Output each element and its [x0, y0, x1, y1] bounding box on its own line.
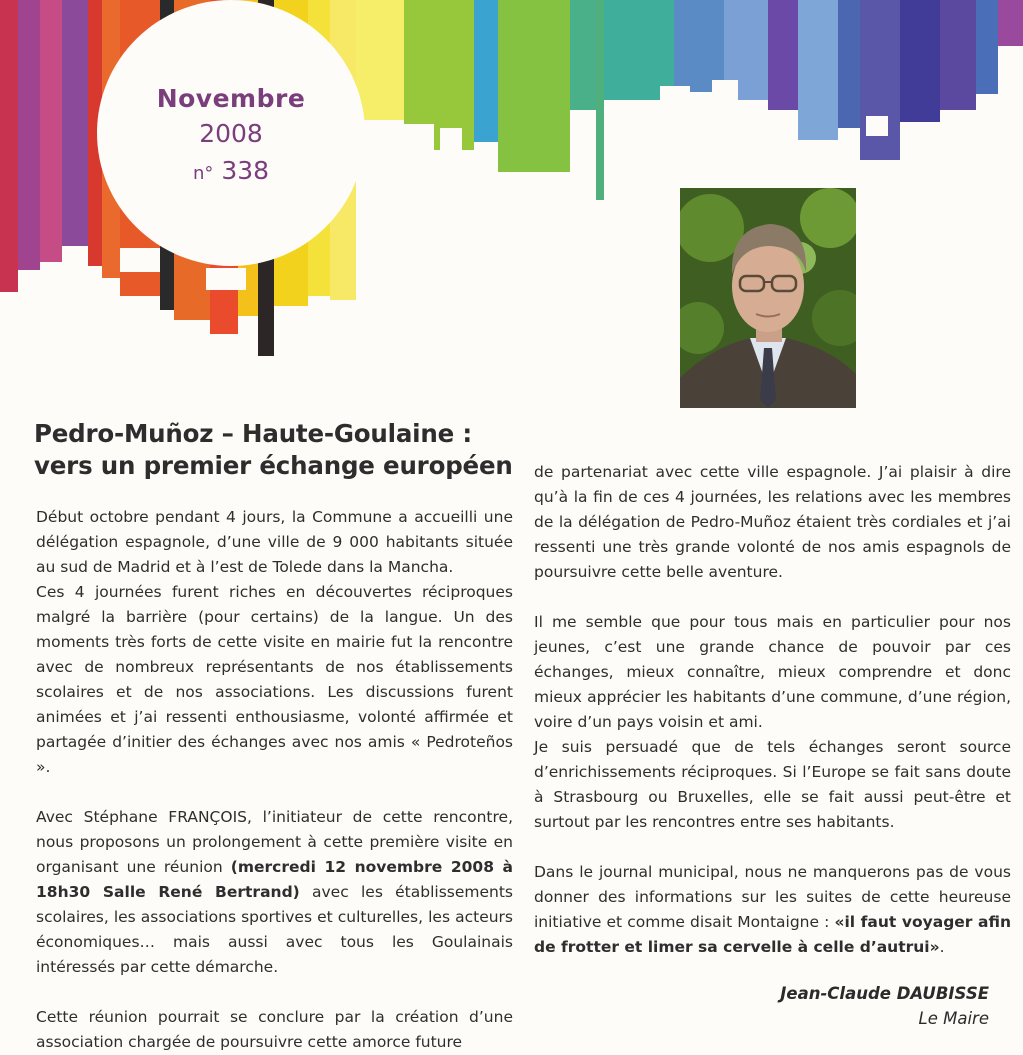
headline-line-1: Pedro-Muñoz – Haute-Goulaine : [34, 419, 472, 448]
issue-badge [97, 0, 365, 266]
paragraph-5: de partenariat avec cette ville espagnole. J’ai plaisir à dire qu’à la fin de ces 4 journées, les relations avec les membres de la délégation de Pedro-Muñoz étaient très cordiales et j’ai ressenti une très grande volonté de nos amis espagnols de poursuivre cette belle aventure. [534, 463, 1011, 581]
paragraph-6: Il me semble que pour tous mais en particulier pour nos jeunes, c’est une grande chance de pouvoir par ces échanges, mieux connaître, mieux comprendre et donc mieux apprécier les habitants d’une commune, d’une région, voire d’un pays voisin et ami. [534, 613, 1011, 731]
article-column-right [534, 460, 1011, 960]
issue-year: 2008 [199, 119, 263, 148]
signature-block [780, 981, 989, 1031]
paragraph-8-text-a: Dans le journal municipal, nous ne manquerons pas de vous donner des informations sur les suites de cette heureuse initiative et comme disait Montaigne : [534, 863, 1011, 931]
paragraph-3-text-c: avec les établissements scolaires, les associations sportives et culturelles, les acteurs économiques… mais aussi avec tous les Goulainais intéressés par cette démarche. [36, 883, 513, 976]
paragraph-4: Cette réunion pourrait se conclure par la création d’une association chargée de poursuivre cette amorce future [36, 1008, 513, 1051]
paragraph-8 [534, 860, 1011, 960]
paragraph-8-text-c: . [939, 938, 945, 956]
paragraph-3-text-a: Avec Stéphane FRANÇOIS, l’initiateur de cette rencontre, nous proposons un prolongement à cette première visite en organisant une réunion [36, 808, 513, 876]
paragraph-3 [36, 805, 513, 980]
mayor-portrait-photo [680, 188, 856, 408]
meeting-date-location: (mercredi 12 novembre 2008 à 18h30 Salle René Bertrand) [36, 858, 513, 901]
signature-name: Jean-Claude DAUBISSE [780, 984, 989, 1003]
issue-number-line [97, 156, 365, 185]
article-column-left [36, 505, 513, 1055]
article-headline [34, 418, 534, 482]
paragraph-7: Je suis persuadé que de tels échanges seront source d’enrichissements réciproques. Si l’Europe se fait sans doute à Strasbourg ou Bruxelles, elle se fait aussi peut-être et surtout par les rencontres entre ses habitants. [534, 738, 1011, 831]
paragraph-2: Ces 4 journées furent riches en découvertes réciproques malgré la barrière (pour certains) de la langue. Un des moments très forts de cette visite en mairie fut la rencontre avec de nombreux représentants de nos établissements scolaires et de nos associations. Les discussions furent animées et j’ai ressenti enthousiasme, volonté affirmée et partagée d’initier des échanges avec nos amis « Pedroteños ». [36, 583, 513, 776]
signature-role: Le Maire [918, 1009, 989, 1028]
issue-number: 338 [221, 156, 270, 185]
paragraph-1: Début octobre pendant 4 jours, la Commune a accueilli une délégation espagnole, d’une ville de 9 000 habitants située au sud de Madrid et à l’est de Tolede dans la Mancha. [36, 508, 513, 576]
issue-month: Novembre [156, 84, 306, 113]
montaigne-quote: «il faut voyager afin de frotter et limer sa cervelle à celle d’autrui» [534, 913, 1011, 956]
headline-line-2: vers un premier échange européen [34, 451, 513, 480]
issue-prefix: n° [192, 163, 214, 184]
